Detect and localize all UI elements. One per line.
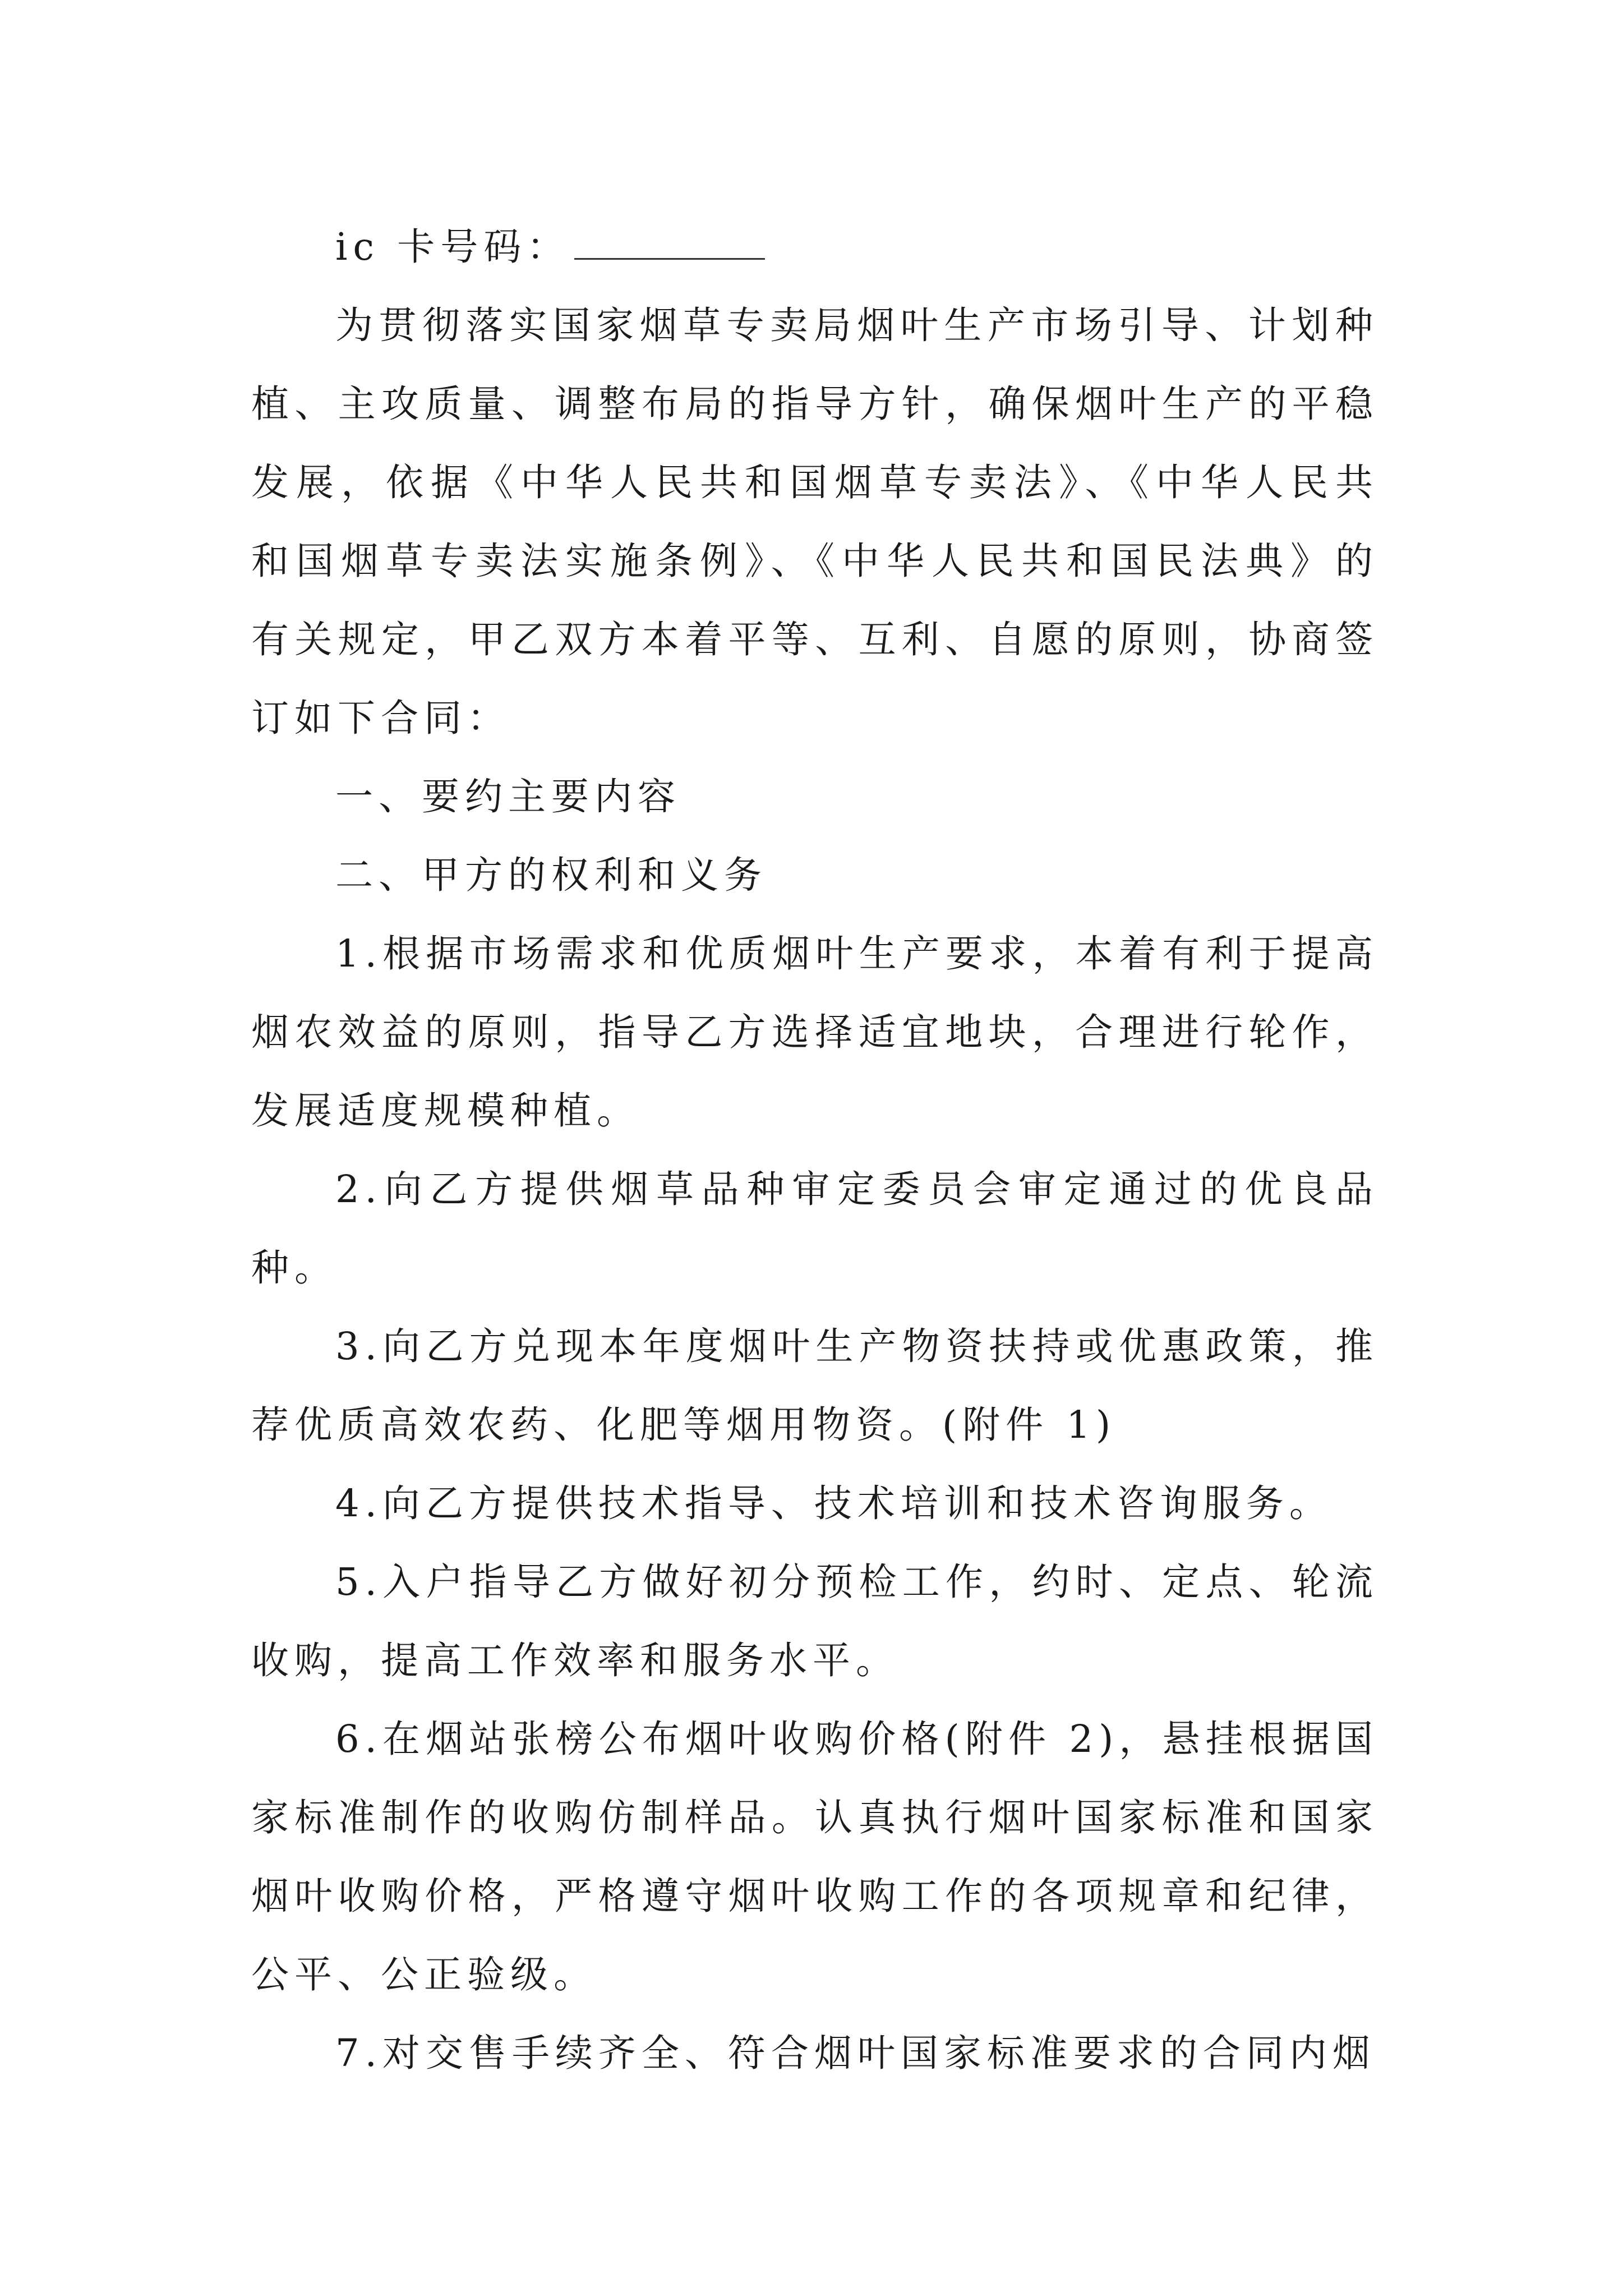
ic-card-label: ic 卡号码： bbox=[335, 225, 570, 269]
preamble-paragraph: 为贯彻落实国家烟草专卖局烟叶生产市场引导、计划种植、主攻质量、调整布局的指导方针，确保烟叶生产的平稳发展，依据《中华人民共和国烟草专卖法》、《中华人民共和国烟草专卖法实施条例》、《中华人民共和国民法典》的有关规定，甲乙双方本着平等、互利、自愿的原则，协商签订如下合同： bbox=[251, 303, 1378, 740]
clause-6: 6.在烟站张榜公布烟叶收购价格(附件 2)，悬挂根据国家标准制作的收购仿制样品。认真执行烟叶国家标准和国家烟叶收购价格，严格遵守烟叶收购工作的各项规章和纪律，公平、公正验级。 bbox=[251, 1717, 1378, 1996]
section-heading-offer: 一、要约主要内容 bbox=[335, 775, 681, 818]
clause-7: 7.对交售手续齐全、符合烟叶国家标准要求的合同内烟 bbox=[335, 2031, 1376, 2075]
clause-3: 3.向乙方兑现本年度烟叶生产物资扶持或优惠政策，推荐优质高效农药、化肥等烟用物资。(附件 1) bbox=[251, 1324, 1378, 1447]
clause-5: 5.入户指导乙方做好初分预检工作，约时、定点、轮流收购，提高工作效率和服务水平。 bbox=[251, 1560, 1378, 1682]
contract-body bbox=[251, 208, 1378, 2092]
section-heading-party-a: 二、甲方的权利和义务 bbox=[335, 853, 767, 897]
ic-card-line bbox=[251, 208, 1378, 286]
clause-4: 4.向乙方提供技术指导、技术培训和技术咨询服务。 bbox=[335, 1481, 1332, 1525]
ic-card-number-blank bbox=[574, 224, 765, 260]
clause-1: 1.根据市场需求和优质烟叶生产要求，本着有利于提高烟农效益的原则，指导乙方选择适宜地块，合理进行轮作，发展适度规模种植。 bbox=[251, 932, 1378, 1133]
clause-2: 2.向乙方提供烟草品种审定委员会审定通过的优良品种。 bbox=[251, 1167, 1378, 1290]
